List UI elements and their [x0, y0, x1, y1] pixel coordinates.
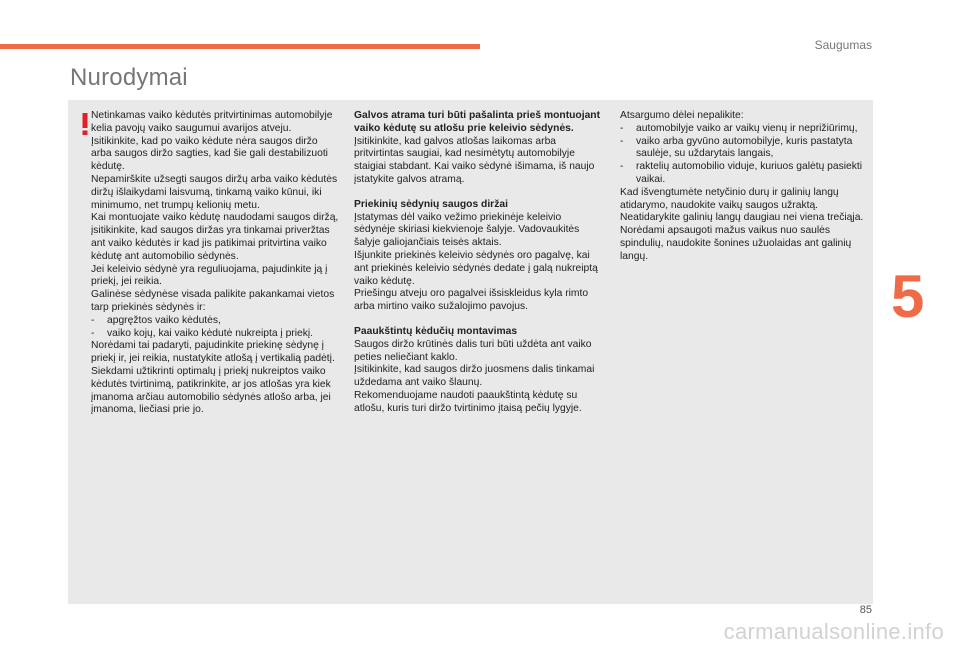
paragraph: Įsitikinkite, kad po vaiko kėdute nėra saugos diržo arba saugos diržo sagties, kad šie gali destabilizuoti kėdutę.	[91, 135, 328, 173]
paragraph: Kai montuojate vaiko kėdutę naudodami saugos diržą, įsitikinkite, kad saugos diržas yra tinkamai priveržtas ant vaiko kėdutės ir kad jis patikimai pritvirtina vaiko kėdutę ant automobilio sėdynės.	[91, 212, 339, 262]
paragraph: Galinėse sėdynėse visada palikite pakankamai vietos tarp priekinės sėdynės ir:	[91, 289, 335, 313]
warning-exclamation-icon	[82, 113, 88, 135]
paragraph: Nepamirškite užsegti saugos diržų arba vaiko kėdutės diržų išlaikydami laisvumą, tinkamą vaiko kūnui, iki minimumo, net trumpų kelionių metu.	[91, 173, 338, 211]
paragraph: Priešingu atveju oro pagalvei išsiskleidus kyla rimto arba mirtino vaiko sužalojimo pavojus.	[354, 288, 589, 313]
paragraph: Jei keleivio sėdynė yra reguliuojama, pajudinkite ją į priekį, jei reikia.	[91, 263, 328, 288]
watermark: carmanualsonline.info	[723, 619, 944, 644]
paragraph: Siekdami užtikrinti optimalų į priekį nukreiptos vaiko kėdutės tvirtinimą, patikrinkite, ar jos atlošas yra kiek įmanoma arčiau automobilio sėdynės atlošo arba, jei įmanoma, liečiasi prie jo.	[91, 365, 331, 416]
section-front-seat-belts	[354, 199, 604, 314]
paragraph: Įsitikinkite, kad galvos atlošas laikomas arba pritvirtintas saugiai, kad nesimėtytų automobilyje staigiai stabdant. Kai vaiko sėdynė išimama, iš naujo įstatykite galvos atramą.	[354, 135, 595, 185]
paragraph: Norėdami apsaugoti mažus vaikus nuo saulės spindulių, naudokite šonines užuolaidas ant galinių langų.	[620, 225, 852, 262]
paragraph: Neatidarykite galinių langų daugiau nei viena trečiąja.	[620, 212, 864, 224]
list-item: - automobilyje vaiko ar vaikų vienų ir neprižiūrimų,	[620, 123, 865, 136]
header-accent-bar	[0, 44, 480, 49]
section-headrest	[354, 110, 604, 187]
list-item: - raktelių automobilio viduje, kuriuos galėtų pasiekti vaikai.	[620, 161, 865, 187]
list-item: - apgręžtos vaiko kėdutės,	[91, 315, 341, 328]
section-heading: Galvos atrama turi būti pašalinta prieš montuojant vaiko kėdutę su atlošu prie keleivio sėdynės.	[354, 110, 601, 134]
section-heading: Paaukštintų kėdučių montavimas	[354, 325, 518, 337]
dash-list	[620, 123, 865, 187]
section-label: Saugumas	[814, 38, 872, 52]
paragraph: Išjunkite priekinės keleivio sėdynės oro pagalvę, kai ant priekinės keleivio sėdynės dedate į galą nukreiptą vaiko kėdutę.	[354, 249, 598, 287]
page-number: 85	[859, 604, 872, 616]
paragraph: Netinkamas vaiko kėdutės pritvirtinimas automobilyje kelia pavojų vaiko saugumui avarijos atveju.	[91, 110, 333, 134]
page-title: Nurodymai	[70, 64, 188, 91]
column-warning	[91, 110, 341, 417]
paragraph: Įsitikinkite, kad saugos diržo juosmens dalis tinkamai uždedama ant vaiko šlaunų.	[354, 364, 595, 389]
column-precautions	[620, 110, 865, 264]
paragraph: Norėdami tai padaryti, pajudinkite priekinę sėdynę į priekį ir, jei reikia, nustatykite atlošą į vertikalią padėtį.	[91, 340, 335, 365]
chapter-number: 5	[891, 263, 925, 330]
section-booster-seats	[354, 326, 604, 416]
list-item: - vaiko arba gyvūno automobilyje, kuris pastatyta saulėje, su uždarytais langais,	[620, 136, 865, 162]
paragraph: Atsargumo dėlei nepalikite:	[620, 110, 744, 121]
paragraph: Kad išvengtumėte netyčinio durų ir galinių langų atidarymo, naudokite vaikų saugos užraktą.	[620, 186, 839, 211]
list-item: - vaiko kojų, kai vaiko kėdutė nukreipta į priekį.	[91, 328, 341, 341]
paragraph: Saugos diržo krūtinės dalis turi būti uždėta ant vaiko peties neliečiant kaklo.	[354, 338, 592, 363]
column-headrest-belts	[354, 110, 604, 428]
paragraph: Rekomenduojame naudoti paaukštintą kėdutę su atlošu, kuris turi diržo tvirtinimo įtaisą pečių lygyje.	[354, 389, 582, 414]
dash-list	[91, 315, 341, 341]
section-heading: Priekinių sėdynių saugos diržai	[354, 198, 508, 210]
paragraph: Įstatymas dėl vaiko vežimo priekinėje keleivio sėdynėje skiriasi kiekvienoje šalyje. Vadovaukitės šalyje galiojančiais teisės aktais.	[354, 211, 580, 249]
